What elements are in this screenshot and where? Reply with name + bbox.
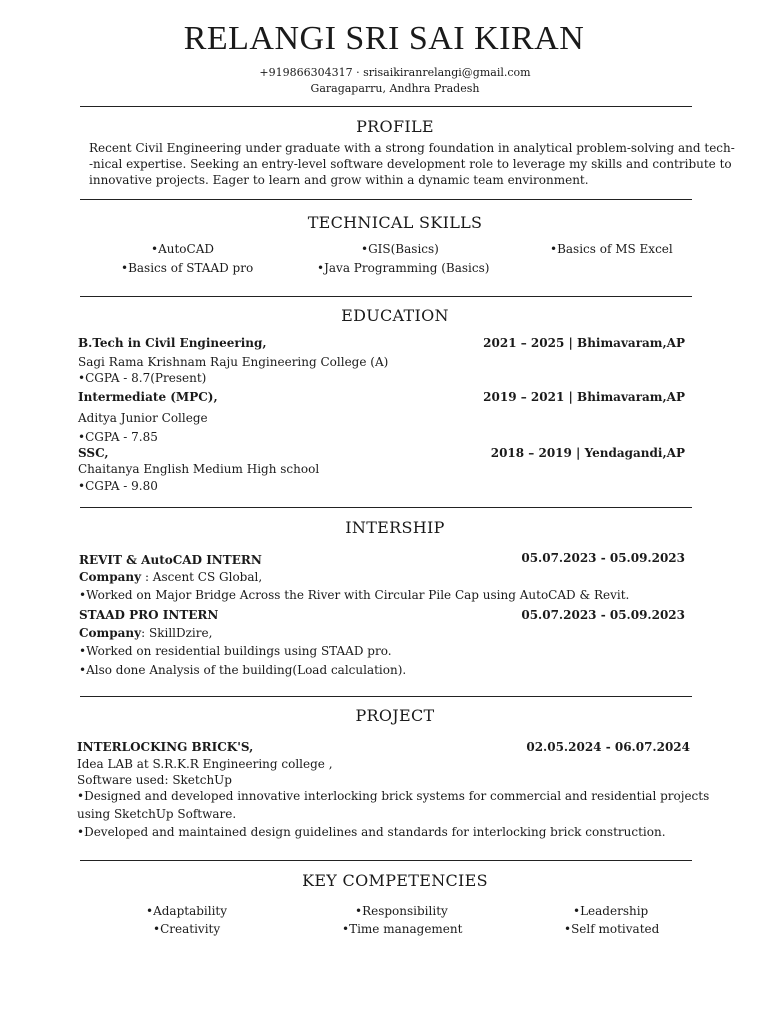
- divider: [80, 296, 692, 297]
- education-score: •CGPA - 9.80: [78, 479, 158, 493]
- project-line: •Designed and developed innovative interlocking brick systems for commercial and residential projects: [77, 789, 710, 803]
- project-heading: PROJECT: [355, 706, 435, 725]
- education-title: SSC,: [78, 446, 109, 460]
- education-institution: Sagi Rama Krishnam Raju Engineering College (A): [78, 355, 389, 369]
- profile-line-1: Recent Civil Engineering under graduate with a strong foundation in analytical problem-solving and tech-: [89, 141, 735, 155]
- internship-title: STAAD PRO INTERN: [79, 608, 219, 622]
- profile-line-3: innovative projects. Eager to learn and grow within a dynamic team environment.: [89, 173, 589, 187]
- competency-item: •Time management: [342, 922, 463, 936]
- project-dates: 02.05.2024 - 06.07.2024: [526, 740, 690, 754]
- skill-item: •Basics of MS Excel: [550, 242, 673, 256]
- internship-bullet: •Worked on residential buildings using STAAD pro.: [79, 644, 392, 658]
- skill-item: •GIS(Basics): [361, 242, 439, 256]
- divider: [80, 860, 692, 861]
- education-meta: 2018 – 2019 | Yendagandi,AP: [490, 446, 685, 460]
- project-title: INTERLOCKING BRICK'S,: [77, 740, 254, 754]
- contact-line: +919866304317 · srisaikiranrelangi@gmail.com: [259, 66, 531, 79]
- profile-line-2: -nical expertise. Seeking an entry-level software development role to leverage my skills and contribute to: [89, 157, 732, 171]
- education-meta: 2019 – 2021 | Bhimavaram,AP: [483, 390, 685, 404]
- competency-item: •Self motivated: [564, 922, 660, 936]
- divider: [80, 696, 692, 697]
- competency-item: •Creativity: [153, 922, 221, 936]
- skill-item: •AutoCAD: [151, 242, 214, 256]
- internship-bullet: •Worked on Major Bridge Across the River with Circular Pile Cap using AutoCAD & Revit.: [79, 588, 630, 602]
- internship-heading: INTERSHIP: [345, 518, 445, 537]
- education-institution: Chaitanya English Medium High school: [78, 462, 320, 476]
- project-line: Idea LAB at S.R.K.R Engineering college ,: [77, 757, 333, 771]
- divider: [80, 199, 692, 200]
- competencies-heading: KEY COMPETENCIES: [302, 871, 488, 890]
- project-line: using SketchUp Software.: [77, 807, 237, 821]
- internship-company: [79, 570, 262, 584]
- internship-dates: 05.07.2023 - 05.09.2023: [521, 551, 685, 565]
- skill-item: •Java Programming (Basics): [317, 261, 490, 275]
- education-institution: Aditya Junior College: [78, 411, 208, 425]
- profile-heading: PROFILE: [356, 117, 434, 136]
- internship-company: [79, 626, 212, 640]
- internship-dates: 05.07.2023 - 05.09.2023: [521, 608, 685, 622]
- location-line: Garagaparru, Andhra Pradesh: [310, 82, 480, 95]
- education-title: B.Tech in Civil Engineering,: [78, 336, 267, 350]
- project-line: Software used: SketchUp: [77, 773, 232, 787]
- competency-item: •Responsibility: [355, 904, 448, 918]
- skills-heading: TECHNICAL SKILLS: [307, 213, 483, 232]
- company-label: Company: [79, 626, 142, 640]
- competency-item: •Leadership: [573, 904, 649, 918]
- company-value: : SkillDzire,: [141, 626, 213, 640]
- divider: [80, 106, 692, 107]
- education-meta: 2021 – 2025 | Bhimavaram,AP: [483, 336, 685, 350]
- skill-item: •Basics of STAAD pro: [121, 261, 254, 275]
- internship-bullet: •Also done Analysis of the building(Load calculation).: [79, 663, 407, 677]
- competency-item: •Adaptability: [146, 904, 228, 918]
- education-score: •CGPA - 8.7(Present): [78, 371, 207, 385]
- company-value: : Ascent CS Global,: [141, 570, 263, 584]
- education-heading: EDUCATION: [341, 306, 449, 325]
- internship-title: REVIT & AutoCAD INTERN: [79, 553, 262, 567]
- project-line: •Developed and maintained design guidelines and standards for interlocking brick construction.: [77, 825, 666, 839]
- education-score: •CGPA - 7.85: [78, 430, 158, 444]
- education-title: Intermediate (MPC),: [78, 390, 218, 404]
- company-label: Company: [79, 570, 142, 584]
- divider: [80, 507, 692, 508]
- candidate-name: RELANGI SRI SAI KIRAN: [183, 20, 585, 57]
